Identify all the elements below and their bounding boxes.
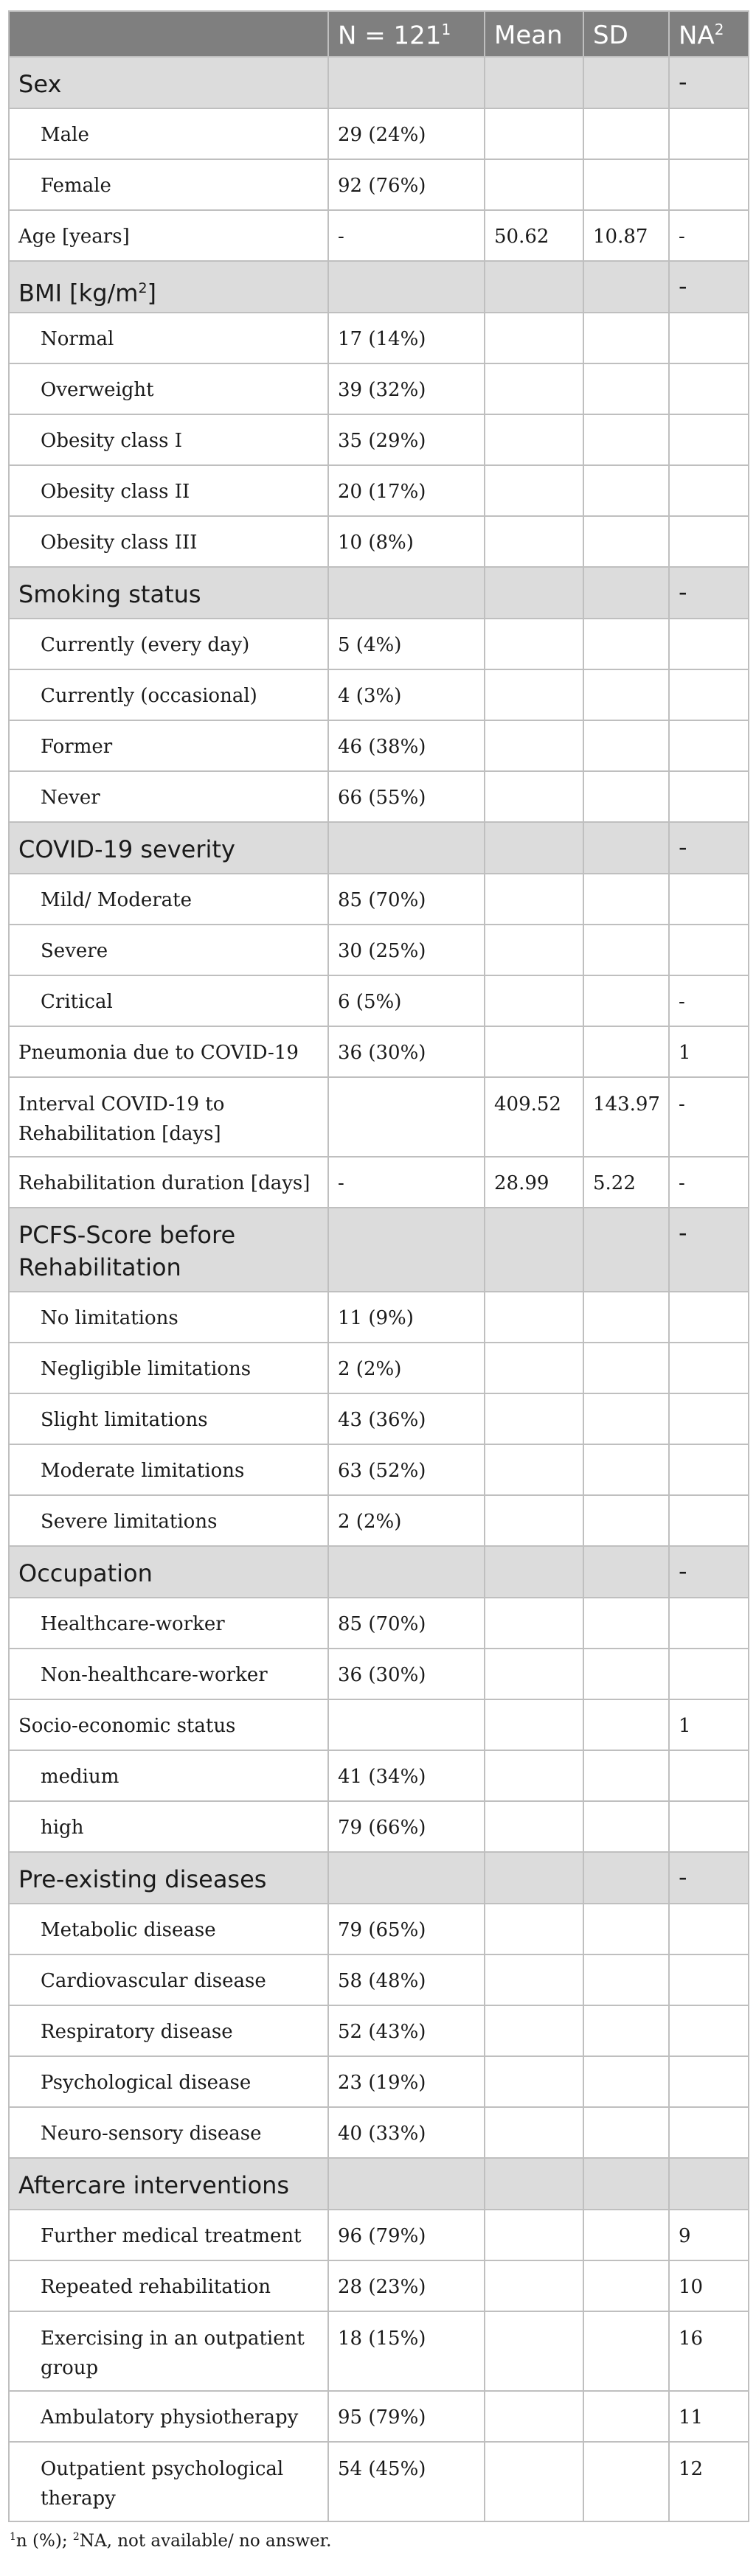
header-na: $NA^2$ xyxy=(669,11,749,57)
sd-cell xyxy=(583,57,669,108)
na-cell: - xyxy=(669,1077,749,1157)
n-cell xyxy=(328,1077,485,1157)
mean-cell: 28.99 xyxy=(485,1157,583,1208)
sd-cell xyxy=(583,2005,669,2056)
sd-cell xyxy=(583,2260,669,2311)
mean-cell xyxy=(485,2005,583,2056)
n-cell: 63 (52%) xyxy=(328,1444,485,1495)
na-cell xyxy=(669,108,749,159)
table-row xyxy=(9,414,749,465)
na-cell xyxy=(669,1598,749,1649)
mean-cell xyxy=(485,619,583,669)
mean-cell xyxy=(485,2311,583,2391)
n-cell xyxy=(328,2158,485,2210)
row-label: Male xyxy=(9,108,328,159)
sd-cell xyxy=(583,363,669,414)
na-cell: - xyxy=(669,567,749,619)
n-cell: 30 (25%) xyxy=(328,925,485,975)
row-label: Age [years] xyxy=(9,210,328,261)
na-cell xyxy=(669,1904,749,1954)
na-cell: - xyxy=(669,1157,749,1208)
row-label: Psychological disease xyxy=(9,2056,328,2107)
sd-cell xyxy=(583,1444,669,1495)
header-row xyxy=(9,11,749,57)
mean-cell xyxy=(485,874,583,925)
n-cell xyxy=(328,57,485,108)
n-cell: 85 (70%) xyxy=(328,1598,485,1649)
table-row xyxy=(9,1904,749,1954)
section-row xyxy=(9,567,749,619)
mean-cell xyxy=(485,1852,583,1904)
table-row xyxy=(9,619,749,669)
row-label: Female xyxy=(9,159,328,210)
mean-cell xyxy=(485,1393,583,1444)
section-row xyxy=(9,261,749,313)
na-cell xyxy=(669,313,749,363)
sd-cell xyxy=(583,1852,669,1904)
sd-cell xyxy=(583,1495,669,1546)
mean-cell: 50.62 xyxy=(485,210,583,261)
table-row xyxy=(9,1343,749,1393)
mean-cell xyxy=(485,1598,583,1649)
mean-cell xyxy=(485,516,583,567)
section-label: Occupation xyxy=(9,1546,328,1598)
sd-cell xyxy=(583,925,669,975)
table-row xyxy=(9,1393,749,1444)
sd-cell xyxy=(583,2056,669,2107)
mean-cell xyxy=(485,1495,583,1546)
sd-cell xyxy=(583,1026,669,1077)
mean-cell xyxy=(485,108,583,159)
n-cell: - xyxy=(328,210,485,261)
sd-cell xyxy=(583,313,669,363)
table-row xyxy=(9,1444,749,1495)
na-cell xyxy=(669,1495,749,1546)
sd-cell xyxy=(583,975,669,1026)
n-cell: 36 (30%) xyxy=(328,1649,485,1699)
table-body xyxy=(9,57,749,2521)
sd-cell xyxy=(583,1904,669,1954)
section-label: Smoking status xyxy=(9,567,328,619)
na-cell: 1 xyxy=(669,1699,749,1750)
sd-cell xyxy=(583,2210,669,2260)
row-label: Currently (occasional) xyxy=(9,669,328,720)
sd-cell xyxy=(583,1699,669,1750)
row-label: Obesity class III xyxy=(9,516,328,567)
row-label: Healthcare-worker xyxy=(9,1598,328,1649)
sd-cell xyxy=(583,822,669,874)
na-cell xyxy=(669,669,749,720)
row-label: Currently (every day) xyxy=(9,619,328,669)
mean-cell: 409.52 xyxy=(485,1077,583,1157)
na-cell: - xyxy=(669,1852,749,1904)
na-cell xyxy=(669,720,749,771)
n-cell: 41 (34%) xyxy=(328,1750,485,1801)
sd-cell: 10.87 xyxy=(583,210,669,261)
section-label: Sex xyxy=(9,57,328,108)
n-cell: - xyxy=(328,1157,485,1208)
n-cell xyxy=(328,1208,485,1292)
header-mean: Mean xyxy=(485,11,583,57)
mean-cell xyxy=(485,414,583,465)
section-row xyxy=(9,1208,749,1292)
table-footnote: $^1$n (%); $^2$NA, not available/ no answer. xyxy=(10,2531,332,2551)
n-cell xyxy=(328,261,485,313)
sd-cell xyxy=(583,2311,669,2391)
n-cell: 10 (8%) xyxy=(328,516,485,567)
sd-cell xyxy=(583,2442,669,2521)
table-row xyxy=(9,2056,749,2107)
na-cell xyxy=(669,2005,749,2056)
section-label: Pre-existing diseases xyxy=(9,1852,328,1904)
mean-cell xyxy=(485,1750,583,1801)
sd-cell xyxy=(583,1954,669,2005)
n-cell: 29 (24%) xyxy=(328,108,485,159)
table-row xyxy=(9,1077,749,1157)
na-cell xyxy=(669,2107,749,2158)
n-cell: 95 (79%) xyxy=(328,2391,485,2442)
sd-cell xyxy=(583,1546,669,1598)
row-label: Socio-economic status xyxy=(9,1699,328,1750)
mean-cell xyxy=(485,1649,583,1699)
mean-cell xyxy=(485,2107,583,2158)
sd-cell xyxy=(583,720,669,771)
n-cell: 28 (23%) xyxy=(328,2260,485,2311)
sd-cell xyxy=(583,414,669,465)
mean-cell xyxy=(485,1546,583,1598)
row-label: Former xyxy=(9,720,328,771)
mean-cell xyxy=(485,925,583,975)
row-label: Ambulatory physiotherapy xyxy=(9,2391,328,2442)
n-cell: 39 (32%) xyxy=(328,363,485,414)
sd-cell xyxy=(583,771,669,822)
mean-cell xyxy=(485,2391,583,2442)
n-cell: 66 (55%) xyxy=(328,771,485,822)
row-label: Never xyxy=(9,771,328,822)
n-cell: 79 (66%) xyxy=(328,1801,485,1852)
na-cell xyxy=(669,1750,749,1801)
table-row xyxy=(9,1750,749,1801)
row-label: Respiratory disease xyxy=(9,2005,328,2056)
header-label xyxy=(9,11,328,57)
sd-cell xyxy=(583,159,669,210)
n-cell xyxy=(328,822,485,874)
na-cell: - xyxy=(669,57,749,108)
table-container xyxy=(8,10,748,2551)
mean-cell xyxy=(485,1026,583,1077)
table-row xyxy=(9,975,749,1026)
row-label: Repeated rehabilitation xyxy=(9,2260,328,2311)
table-row xyxy=(9,2107,749,2158)
table-row xyxy=(9,1649,749,1699)
table-row xyxy=(9,2210,749,2260)
n-cell: 2 (2%) xyxy=(328,1343,485,1393)
na-cell xyxy=(669,1954,749,2005)
n-cell: 85 (70%) xyxy=(328,874,485,925)
section-label: COVID-19 severity xyxy=(9,822,328,874)
section-label: Aftercare interventions xyxy=(9,2158,328,2210)
table-row xyxy=(9,465,749,516)
section-row xyxy=(9,57,749,108)
data-table xyxy=(8,10,749,2522)
na-cell xyxy=(669,363,749,414)
na-cell xyxy=(669,925,749,975)
row-label: Critical xyxy=(9,975,328,1026)
na-cell: 12 xyxy=(669,2442,749,2521)
table-row xyxy=(9,2260,749,2311)
table-row xyxy=(9,363,749,414)
na-cell xyxy=(669,414,749,465)
mean-cell xyxy=(485,1343,583,1393)
na-cell: - xyxy=(669,822,749,874)
n-cell: 40 (33%) xyxy=(328,2107,485,2158)
table-row xyxy=(9,1495,749,1546)
table-row xyxy=(9,516,749,567)
row-label: No limitations xyxy=(9,1292,328,1343)
row-label: Negligible limitations xyxy=(9,1343,328,1393)
row-label: Overweight xyxy=(9,363,328,414)
mean-cell xyxy=(485,771,583,822)
sd-cell xyxy=(583,2107,669,2158)
row-label: medium xyxy=(9,1750,328,1801)
row-label: Interval COVID-19 to Rehabilitation [days] xyxy=(9,1077,328,1157)
row-label: Metabolic disease xyxy=(9,1904,328,1954)
n-cell: 18 (15%) xyxy=(328,2311,485,2391)
n-cell: 92 (76%) xyxy=(328,159,485,210)
mean-cell xyxy=(485,2442,583,2521)
na-cell: - xyxy=(669,1208,749,1292)
na-cell xyxy=(669,1393,749,1444)
row-label: Outpatient psychological therapy xyxy=(9,2442,328,2521)
row-label: Severe limitations xyxy=(9,1495,328,1546)
n-cell: 2 (2%) xyxy=(328,1495,485,1546)
na-cell xyxy=(669,516,749,567)
n-cell: 43 (36%) xyxy=(328,1393,485,1444)
table-row xyxy=(9,1292,749,1343)
row-label: Slight limitations xyxy=(9,1393,328,1444)
mean-cell xyxy=(485,1801,583,1852)
n-cell: 23 (19%) xyxy=(328,2056,485,2107)
sd-cell xyxy=(583,1598,669,1649)
mean-cell xyxy=(485,313,583,363)
sd-cell xyxy=(583,1750,669,1801)
na-cell xyxy=(669,874,749,925)
na-cell xyxy=(669,771,749,822)
na-cell: 1 xyxy=(669,1026,749,1077)
row-label: Severe xyxy=(9,925,328,975)
mean-cell xyxy=(485,57,583,108)
na-cell xyxy=(669,1292,749,1343)
row-label: Neuro-sensory disease xyxy=(9,2107,328,2158)
mean-cell xyxy=(485,465,583,516)
n-cell: 58 (48%) xyxy=(328,1954,485,2005)
row-label: Obesity class I xyxy=(9,414,328,465)
row-label: Normal xyxy=(9,313,328,363)
sd-cell xyxy=(583,1649,669,1699)
sd-cell xyxy=(583,2391,669,2442)
row-label: Rehabilitation duration [days] xyxy=(9,1157,328,1208)
n-cell: 5 (4%) xyxy=(328,619,485,669)
header-n: $N = 121^1$ xyxy=(328,11,485,57)
n-cell: 96 (79%) xyxy=(328,2210,485,2260)
mean-cell xyxy=(485,1208,583,1292)
sd-cell xyxy=(583,261,669,313)
section-row xyxy=(9,1546,749,1598)
n-cell: 4 (3%) xyxy=(328,669,485,720)
row-label: Moderate limitations xyxy=(9,1444,328,1495)
na-cell xyxy=(669,1444,749,1495)
mean-cell xyxy=(485,1954,583,2005)
row-label: Non-healthcare-worker xyxy=(9,1649,328,1699)
row-label: Pneumonia due to COVID-19 xyxy=(9,1026,328,1077)
row-label: Obesity class II xyxy=(9,465,328,516)
table-row xyxy=(9,108,749,159)
n-cell: 36 (30%) xyxy=(328,1026,485,1077)
section-label: BMI $[kg/m^2]$ xyxy=(9,261,328,313)
n-cell xyxy=(328,567,485,619)
table-row xyxy=(9,925,749,975)
table-row xyxy=(9,669,749,720)
mean-cell xyxy=(485,1904,583,1954)
na-cell: - xyxy=(669,1546,749,1598)
mean-cell xyxy=(485,2056,583,2107)
table-row xyxy=(9,159,749,210)
na-cell: - xyxy=(669,261,749,313)
mean-cell xyxy=(485,159,583,210)
sd-cell: 143.97 xyxy=(583,1077,669,1157)
n-cell: 11 (9%) xyxy=(328,1292,485,1343)
na-cell: 10 xyxy=(669,2260,749,2311)
na-cell xyxy=(669,2056,749,2107)
mean-cell xyxy=(485,2260,583,2311)
row-label: Mild/ Moderate xyxy=(9,874,328,925)
mean-cell xyxy=(485,720,583,771)
n-cell: 79 (65%) xyxy=(328,1904,485,1954)
sd-cell xyxy=(583,1292,669,1343)
mean-cell xyxy=(485,975,583,1026)
sd-cell xyxy=(583,1393,669,1444)
sd-cell xyxy=(583,2158,669,2210)
na-cell xyxy=(669,1801,749,1852)
na-cell: 16 xyxy=(669,2311,749,2391)
table-row xyxy=(9,874,749,925)
header-sd: SD xyxy=(583,11,669,57)
n-cell: 17 (14%) xyxy=(328,313,485,363)
mean-cell xyxy=(485,363,583,414)
sd-cell xyxy=(583,1343,669,1393)
table-row xyxy=(9,1157,749,1208)
sd-cell xyxy=(583,874,669,925)
sd-cell xyxy=(583,619,669,669)
row-label: Further medical treatment xyxy=(9,2210,328,2260)
n-cell: 54 (45%) xyxy=(328,2442,485,2521)
n-cell xyxy=(328,1699,485,1750)
sd-cell xyxy=(583,108,669,159)
n-cell: 52 (43%) xyxy=(328,2005,485,2056)
table-row xyxy=(9,210,749,261)
mean-cell xyxy=(485,1444,583,1495)
na-cell: - xyxy=(669,975,749,1026)
table-row xyxy=(9,1954,749,2005)
table-row xyxy=(9,1598,749,1649)
n-cell: 20 (17%) xyxy=(328,465,485,516)
section-label: PCFS-Score before Rehabilitation xyxy=(9,1208,328,1292)
sd-cell xyxy=(583,465,669,516)
mean-cell xyxy=(485,669,583,720)
row-label: high xyxy=(9,1801,328,1852)
n-cell xyxy=(328,1546,485,1598)
na-cell: 9 xyxy=(669,2210,749,2260)
table-row xyxy=(9,313,749,363)
table-row xyxy=(9,1699,749,1750)
sd-cell xyxy=(583,1208,669,1292)
table-row xyxy=(9,2442,749,2521)
table-row xyxy=(9,2311,749,2391)
sd-cell xyxy=(583,567,669,619)
section-row xyxy=(9,822,749,874)
mean-cell xyxy=(485,1699,583,1750)
table-row xyxy=(9,720,749,771)
mean-cell xyxy=(485,2210,583,2260)
n-cell: 6 (5%) xyxy=(328,975,485,1026)
na-cell xyxy=(669,465,749,516)
table-row xyxy=(9,771,749,822)
n-cell: 46 (38%) xyxy=(328,720,485,771)
mean-cell xyxy=(485,261,583,313)
sd-cell xyxy=(583,516,669,567)
sd-cell: 5.22 xyxy=(583,1157,669,1208)
mean-cell xyxy=(485,2158,583,2210)
sd-cell xyxy=(583,669,669,720)
mean-cell xyxy=(485,1292,583,1343)
row-label: Exercising in an outpatient group xyxy=(9,2311,328,2391)
table-row xyxy=(9,1801,749,1852)
section-row xyxy=(9,2158,749,2210)
row-label: Cardiovascular disease xyxy=(9,1954,328,2005)
na-cell xyxy=(669,1649,749,1699)
na-cell xyxy=(669,1343,749,1393)
n-cell xyxy=(328,1852,485,1904)
na-cell xyxy=(669,159,749,210)
table-row xyxy=(9,2391,749,2442)
table-row xyxy=(9,2005,749,2056)
mean-cell xyxy=(485,567,583,619)
section-row xyxy=(9,1852,749,1904)
na-cell: 11 xyxy=(669,2391,749,2442)
na-cell xyxy=(669,2158,749,2210)
na-cell xyxy=(669,619,749,669)
sd-cell xyxy=(583,1801,669,1852)
na-cell: - xyxy=(669,210,749,261)
n-cell: 35 (29%) xyxy=(328,414,485,465)
mean-cell xyxy=(485,822,583,874)
table-row xyxy=(9,1026,749,1077)
